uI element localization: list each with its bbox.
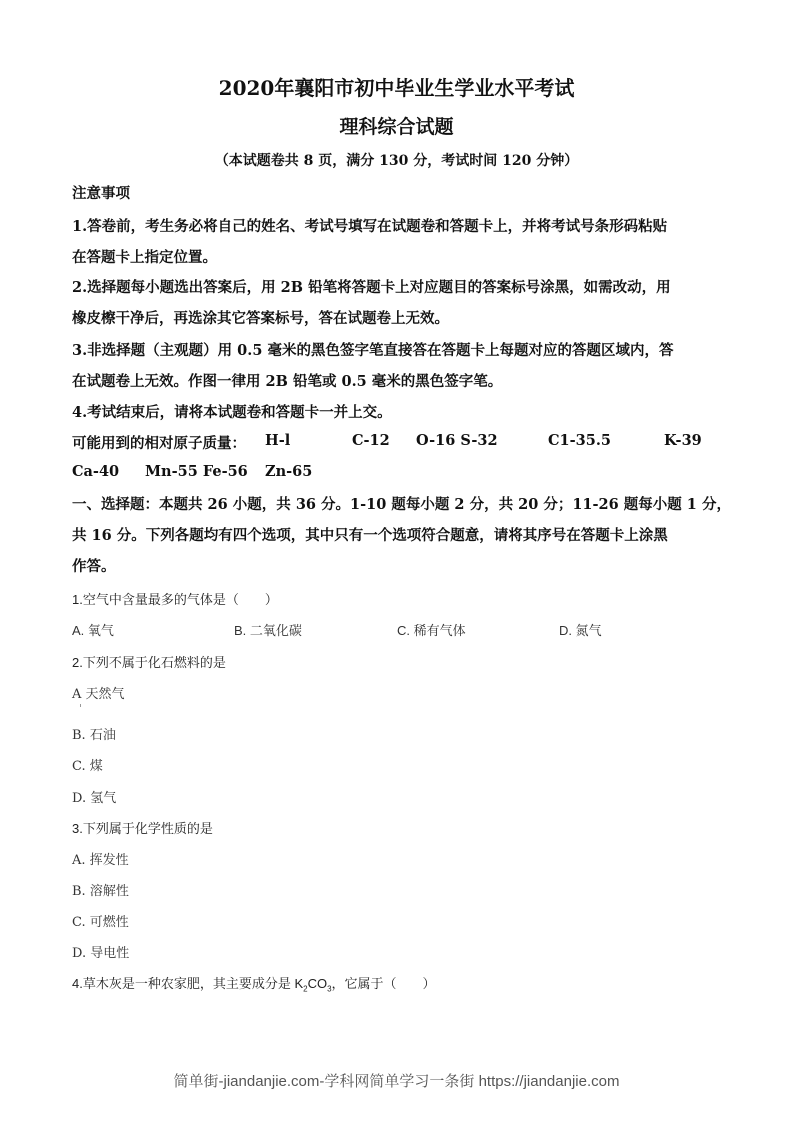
- footer-watermark: 简单街-jiandanjie.com-学科网简单学习一条街 https://jiandanjie.com: [173, 1073, 620, 1090]
- atomic-mass-ca: Ca-40: [72, 463, 120, 480]
- question-2-option-c: C. 煤: [72, 759, 103, 774]
- question-3-option-d: D. 导电性: [72, 946, 130, 961]
- section1-line3: 作答。: [72, 558, 116, 575]
- question-2-option-a: A 天然气: [72, 687, 125, 702]
- notice-item-3-line1: 3.非选择题（主观题）用 0.5 毫米的黑色签字笔直接答在答题卡上每题对应的答题区域内，答: [72, 342, 674, 359]
- question-1-option-d: D. 氮气: [559, 623, 602, 638]
- question-3-option-c: C. 可燃性: [72, 915, 129, 930]
- notice-item-3-line2: 在试题卷上无效。作图一律用 2B 铅笔或 0.5 毫米的黑色签字笔。: [72, 373, 503, 390]
- question-1-option-a: A. 氧气: [72, 623, 114, 638]
- atomic-mass-k: K-39: [664, 432, 702, 449]
- atomic-mass-h: H-l: [265, 432, 291, 449]
- question-4-stem: [72, 973, 436, 994]
- section1-line1: 一、选择题：本题共 26 小题，共 36 分。1-10 题每小题 2 分，共 20 分；11-26 题每小题 1 分，: [72, 496, 731, 513]
- atomic-mass-mn-fe: Mn-55 Fe-56: [145, 463, 248, 480]
- exam-info: （本试题卷共 8 页，满分 130 分，考试时间 120 分钟）: [214, 153, 579, 169]
- question-4-subscript-1: 2: [303, 984, 308, 994]
- notice-item-2-line2: 橡皮檫干净后，再选涂其它答案标号，答在试题卷上无效。: [72, 310, 449, 327]
- notice-item-2-line1: 2.选择题每小题选出答案后，用 2B 铅笔将答题卡上对应题目的答案标号涂黑，如需改动，用: [72, 279, 671, 296]
- atomic-mass-c: C-12: [352, 432, 390, 449]
- notice-item-4: 4.考试结束后，请将本试题卷和答题卡一并上交。: [72, 404, 392, 421]
- exam-title: 2020年襄阳市初中毕业生学业水平考试: [218, 76, 575, 100]
- question-3-option-b: B. 溶解性: [72, 884, 129, 899]
- atomic-mass-label: 可能用到的相对原子质量：: [72, 435, 246, 452]
- question-4-subscript-2: 3: [327, 984, 332, 994]
- notice-heading: 注意事项: [72, 185, 130, 202]
- question-4-stem-mid: CO: [307, 976, 328, 991]
- atomic-mass-cl: C1-35.5: [548, 432, 611, 449]
- question-1-option-b: B. 二氧化碳: [234, 623, 302, 638]
- question-1-stem: 1.空气中含量最多的气体是（ ）: [72, 592, 278, 607]
- atomic-mass-o-s: O-16 S-32: [416, 432, 498, 449]
- question-4-stem-after: ，它属于（ ）: [331, 976, 436, 991]
- question-3-option-a: A. 挥发性: [72, 853, 129, 868]
- stray-mark: [80, 704, 81, 707]
- question-2-option-d: D. 氢气: [72, 791, 117, 806]
- question-3-stem: 3.下列属于化学性质的是: [72, 821, 213, 836]
- notice-item-1-line1: 1.答卷前，考生务必将自己的姓名、考试号填写在试题卷和答题卡上，并将考试号条形码粘贴: [72, 218, 668, 235]
- atomic-mass-zn: Zn-65: [265, 463, 313, 480]
- notice-item-1-line2: 在答题卡上指定位置。: [72, 249, 217, 266]
- exam-subtitle: 理科综合试题: [339, 116, 454, 138]
- question-2-stem: 2.下列不属于化石燃料的是: [72, 655, 226, 670]
- section1-line2: 共 16 分。下列各题均有四个选项，其中只有一个选项符合题意，请将其序号在答题卡上涂黑: [72, 527, 668, 544]
- question-4-stem-before: 4.草木灰是一种农家肥，其主要成分是 K: [72, 976, 304, 991]
- question-1-option-c: C. 稀有气体: [397, 623, 466, 638]
- question-2-option-b: B. 石油: [72, 728, 116, 743]
